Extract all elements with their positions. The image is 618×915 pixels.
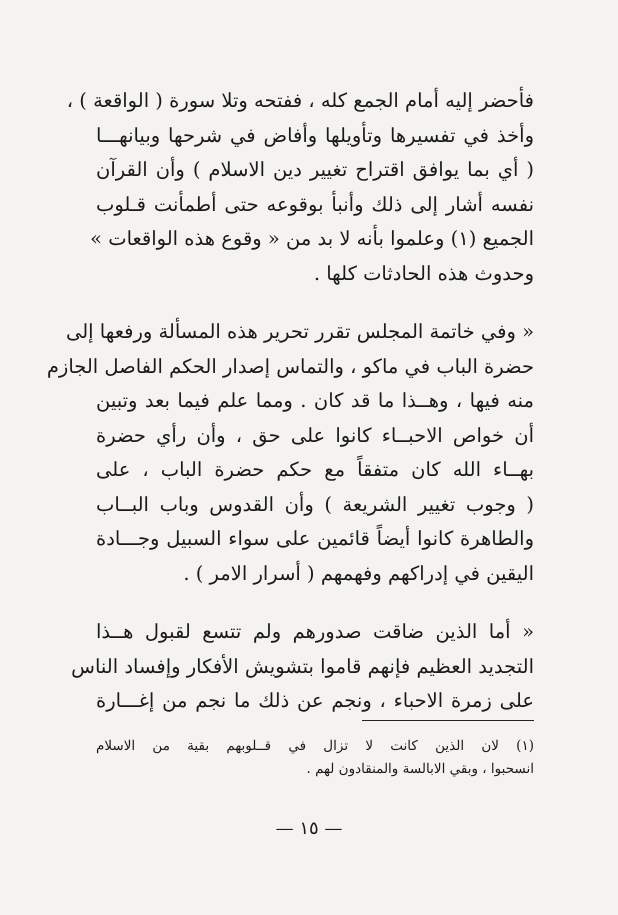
text-line: والطاهرة كانوا أيضاً قائمين على سواء السبيل وجـــادة <box>96 527 534 550</box>
text-line: وأخذ في تفسيرها وتأويلها وأفاض في شرحها وبيانهـــا <box>96 123 534 147</box>
text-line: الجميع (١) وعلموا بأنه لا بد من « وقوع هذه الواقعات » <box>90 227 534 250</box>
text-line: التجديد العظيم فإنهم قاموا بتشويش الأفكار وإفساد الناس <box>71 654 534 678</box>
text-line: حضرة الباب في ماكو ، والتماس إصدار الحكم الفاصل الجازم <box>46 354 534 378</box>
paragraph-2 <box>46 315 534 591</box>
page-body <box>46 84 534 719</box>
text-line: على زمرة الاحباء ، ونجم عن ذلك ما نجم من إغـــارة <box>96 689 534 712</box>
paragraph-gap <box>96 291 534 315</box>
text-line: أن خواص الاحبــاء كانوا على حق ، وأن رأي حضرة <box>96 423 534 447</box>
text-line: « وفي خاتمة المجلس تقرر تحرير هذه المسألة ورفعها إلى <box>65 320 534 343</box>
text-line: اليقين في إدراكهم وفهمهم ( أسرار الامر ) . <box>183 561 534 585</box>
page-number: — ١٥ — <box>275 818 343 839</box>
text-line: « أما الذين ضاقت صدورهم ولم تتسع لقبول هــذا <box>96 620 534 643</box>
footnote-line: (١) لان الذين كانت لا تزال في قــلوبهم بقية من الاسلام <box>96 738 534 754</box>
text-line: نفسه أشار إلى ذلك وأنبأ بوقوعه حتى أطمأنت قـلوب <box>96 192 534 216</box>
paragraph-gap <box>96 591 534 615</box>
text-line: ( أي بما يوافق اقتراح تغيير دين الاسلام ) وأن القرآن <box>96 158 534 181</box>
text-line: منه فيها ، وهــذا ما قد كان . ومما علم فيما بعد وتبين <box>96 389 534 412</box>
paragraph-1 <box>66 84 534 291</box>
footnote-line: انسحبوا ، وبقي الابالسة والمنقادون لهم . <box>306 761 534 777</box>
text-line: بهــاء الله كان متفقاً مع حكم حضرة الباب ، على <box>96 458 534 481</box>
text-line: وحدوث هذه الحادثات كلها . <box>313 261 534 285</box>
text-line: ( وجوب تغيير الشريعة ) وأن القدوس وباب البــاب <box>96 492 534 516</box>
text-line: فأحضر إليه أمام الجمع كله ، ففتحه وتلا سورة ( الواقعة ) ، <box>66 89 534 112</box>
footnote <box>96 735 534 781</box>
footnote-separator <box>362 720 534 721</box>
paragraph-3 <box>71 615 534 719</box>
